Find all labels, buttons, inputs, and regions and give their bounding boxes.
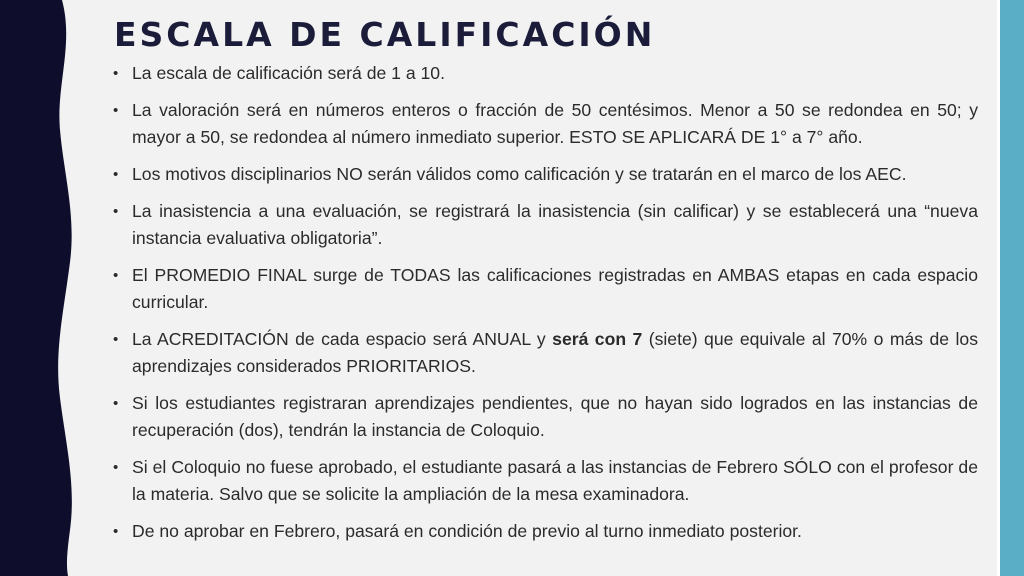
bullet-marker: •	[113, 395, 119, 412]
bullet-item	[112, 390, 978, 444]
bullet-list	[112, 60, 978, 555]
bullet-marker: •	[113, 523, 119, 540]
bullet-marker: •	[113, 166, 119, 183]
bullet-item	[112, 518, 978, 545]
bullet-text: Los motivos disciplinarios NO serán válidos como calificación y se tratarán en el marco de los AEC.	[132, 164, 907, 184]
bullet-marker: •	[113, 203, 119, 220]
bullet-text-start: La ACREDITACIÓN de cada espacio será ANUAL y	[132, 329, 553, 349]
bullet-text: Si los estudiantes registraran aprendizajes pendientes, que no hayan sido logrados en las instancias de recuperación (dos), tendrán la instancia de Coloquio.	[132, 393, 978, 440]
bullet-item	[112, 326, 978, 380]
left-wave-band	[0, 0, 80, 576]
bullet-item	[112, 97, 978, 151]
bullet-marker: •	[113, 102, 119, 119]
bullet-item	[112, 262, 978, 316]
bullet-text: De no aprobar en Febrero, pasará en condición de previo al turno inmediato posterior.	[132, 521, 802, 541]
bullet-item	[112, 60, 978, 87]
bullet-text-bold: será con 7	[552, 329, 643, 349]
bullet-item	[112, 161, 978, 188]
bullet-marker: •	[113, 267, 119, 284]
bullet-text: El PROMEDIO FINAL surge de TODAS las calificaciones registradas en AMBAS etapas en cada espacio curricular.	[132, 265, 978, 312]
bullet-marker: •	[113, 65, 119, 82]
bullet-marker: •	[113, 331, 119, 348]
right-accent-bar	[1000, 0, 1024, 576]
bullet-text-end: (siete) que equivale al 70% o más de los aprendizajes considerados PRIORITARIOS.	[132, 329, 978, 376]
bullet-item	[112, 198, 978, 252]
bullet-text: La inasistencia a una evaluación, se registrará la inasistencia (sin calificar) y se establecerá una “nueva instancia evaluativa obligatoria”.	[132, 201, 978, 248]
bullet-text: La valoración será en números enteros o fracción de 50 centésimos. Menor a 50 se redondea en 50; y mayor a 50, se redondea al número inmediato superior. ESTO SE APLICARÁ DE 1° a 7° año.	[132, 100, 978, 147]
bullet-text: Si el Coloquio no fuese aprobado, el estudiante pasará a las instancias de Febrero SÓLO con el profesor de la materia. Salvo que se solicite la ampliación de la mesa examinadora.	[132, 457, 978, 504]
slide-title: ESCALA DE CALIFICACIÓN	[114, 15, 656, 54]
bullet-text: La escala de calificación será de 1 a 10.	[132, 63, 445, 83]
bullet-marker: •	[113, 459, 119, 476]
bullet-item	[112, 454, 978, 508]
